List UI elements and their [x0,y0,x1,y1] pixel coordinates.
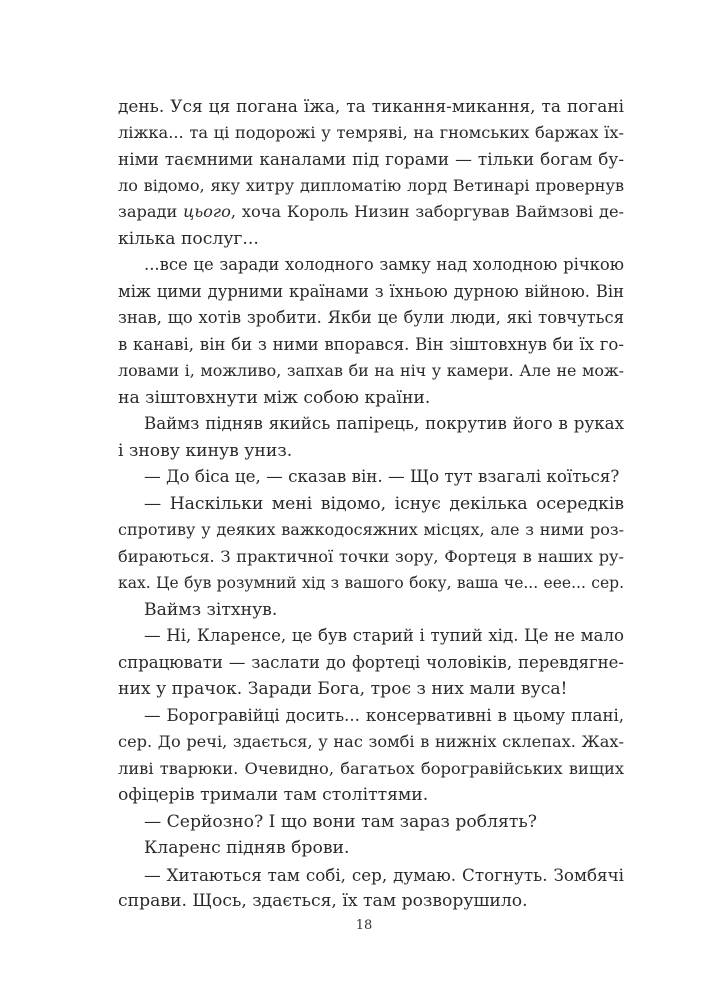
text-line: ловами і, можливо, запхав би на ніч у камери. Але не мож- [118,361,624,380]
body-text [118,93,624,915]
text-line: і знову кинув униз. [118,440,293,461]
text-line: в канаві, він би з ними впорався. Він зіштовхнув би їх го- [118,334,624,354]
text-line: на зіштовхнути між собою країни. [118,387,431,408]
text-line: — Ні, Кларенсе, це був старий і тупий хід. Це не мало [144,626,624,645]
text-line: знав, що хотів зробити. Якби це були люди, які товчуться [118,308,624,327]
text-line: день. Уся ця погана їжа, та тикання-микання, та погані [118,96,624,116]
emphasis: цього [183,202,231,221]
text-line: ліжка... та ці подорожі у темряві, на гномських баржах їх- [118,122,624,142]
text-line: кілька послуг... [118,228,259,249]
text-line: — Наскільки мені відомо, існує декілька осередків [144,493,624,514]
text-line: Кларенс підняв брови. [144,838,350,858]
text-line: — Серйозно? І що вони там зараз роблять? [144,811,537,832]
text-line: сер. До речі, здається, у нас зомбі в нижніх склепах. Жах- [118,732,624,751]
text-line: Ваймз зітхнув. [144,599,278,620]
text-line: Ваймз підняв якийсь папірець, покрутив його в руках [144,414,624,433]
text-line: офіцерів тримали там століттями. [118,785,429,805]
text-line: ливі тварюки. Очевидно, багатьох борогравійських вищих [118,758,624,778]
text-line: спротиву у деяких важкодосяжних місцях, але з ними роз- [118,520,624,539]
text-line: ло відомо, яку хитру дипломатію лорд Ветинарі провернув [118,175,624,195]
text-line: бираються. З практичної точки зору, Фортеця в наших ру- [118,546,624,566]
text-line: ках. Це був розумний хід з вашого боку, ваша че... еее... сер. [118,574,624,592]
text-line: них у прачок. Заради Бога, троє з них мали вуса! [118,679,568,699]
text-line: — Борогравійці досить... консервативні в цьому плані, [144,705,624,725]
text-line: між цими дурними країнами з їхньою дурною війною. Він [118,281,624,301]
text-line: справи. Щось, здається, їх там розворушило. [118,891,528,911]
text-line: спрацювати — заслати до фортеці чоловіків, перевдягне- [118,652,624,672]
text-line: ...все це заради холодного замку над холодною річкою [144,255,624,274]
text-line: німи таємними каналами під горами — тільки богам бу- [118,149,624,169]
text-line: — Хитаються там собі, сер, думаю. Стогнуть. Зомбячі [144,864,624,885]
page-number: 18 [355,918,373,933]
text-line: заради цього, хоча Король Низин заборгував Ваймзові де- [118,202,624,221]
text-line: — До біса це, — сказав він. — Що тут взагалі коїться? [144,467,620,486]
